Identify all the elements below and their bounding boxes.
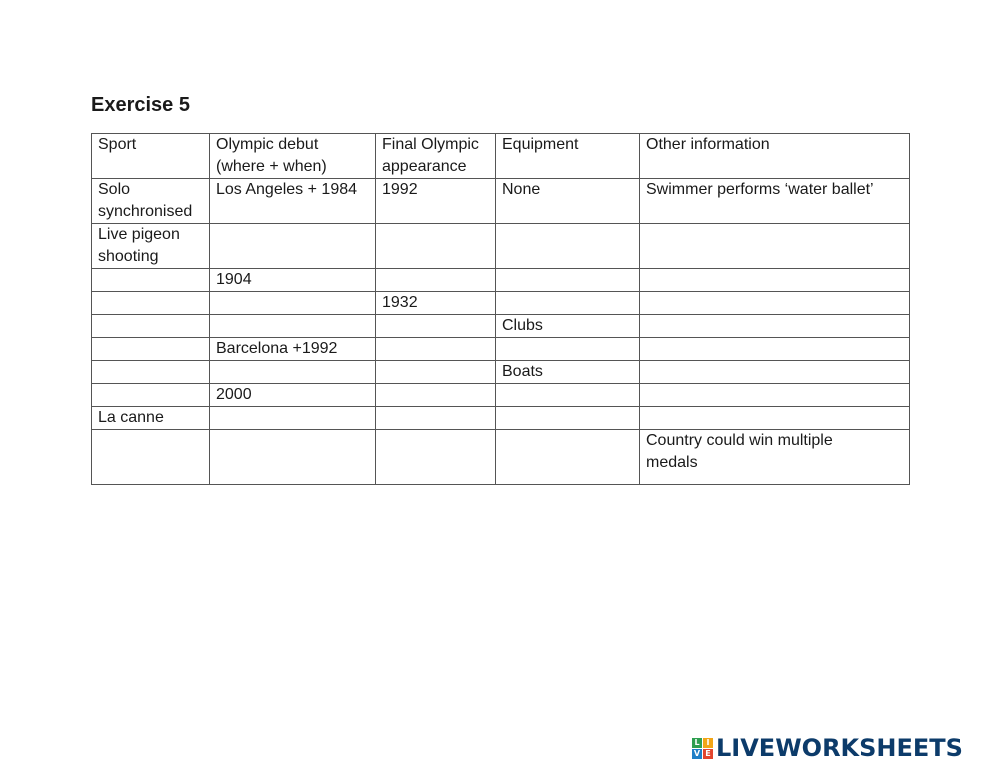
answer-cell[interactable] [640, 407, 910, 430]
table-cell: 2000 [210, 384, 376, 407]
answer-cell[interactable] [376, 338, 496, 361]
logo-text: LIVEWORKSHEETS [716, 734, 963, 762]
answer-cell[interactable] [496, 430, 640, 485]
answer-cell[interactable] [640, 338, 910, 361]
answer-cell[interactable] [92, 269, 210, 292]
logo-mark-letter: V [693, 748, 701, 758]
table-row [92, 361, 910, 384]
table-row [92, 407, 910, 430]
answer-cell[interactable] [376, 361, 496, 384]
table-header-row [92, 134, 910, 179]
answer-cell[interactable] [640, 361, 910, 384]
answer-cell[interactable] [210, 292, 376, 315]
answer-cell[interactable] [376, 224, 496, 269]
answer-cell[interactable] [496, 269, 640, 292]
answer-cell[interactable] [92, 338, 210, 361]
header-cell: Sport [92, 134, 210, 179]
table-cell: Clubs [496, 315, 640, 338]
answer-cell[interactable] [496, 384, 640, 407]
answer-cell[interactable] [640, 315, 910, 338]
answer-cell[interactable] [376, 407, 496, 430]
answer-cell[interactable] [376, 430, 496, 485]
answer-cell[interactable] [210, 361, 376, 384]
answer-cell[interactable] [376, 269, 496, 292]
answer-cell[interactable] [92, 315, 210, 338]
answer-cell[interactable] [496, 292, 640, 315]
answer-cell[interactable] [496, 338, 640, 361]
answer-cell[interactable] [92, 430, 210, 485]
answer-cell[interactable] [496, 224, 640, 269]
header-cell: Equipment [496, 134, 640, 179]
answer-cell[interactable] [92, 384, 210, 407]
answer-cell[interactable] [210, 224, 376, 269]
logo-mark-letter: I [703, 738, 713, 748]
answer-cell[interactable] [496, 407, 640, 430]
table-cell: La canne [92, 407, 210, 430]
table-cell: Swimmer performs ‘water ballet’ [640, 179, 910, 224]
table-row [92, 384, 910, 407]
table-cell: 1932 [376, 292, 496, 315]
exercise-table [91, 133, 910, 485]
answer-cell[interactable] [92, 292, 210, 315]
answer-cell[interactable] [210, 407, 376, 430]
table-cell: 1904 [210, 269, 376, 292]
header-cell: Final Olympic appearance [376, 134, 496, 179]
table-cell: 1992 [376, 179, 496, 224]
logo-mark-letter: L [692, 738, 702, 748]
answer-cell[interactable] [92, 361, 210, 384]
answer-cell[interactable] [376, 384, 496, 407]
table-cell: Boats [496, 361, 640, 384]
answer-cell[interactable] [640, 292, 910, 315]
table-cell: Barcelona +1992 [210, 338, 376, 361]
table-row [92, 338, 910, 361]
table-row [92, 292, 910, 315]
answer-cell[interactable] [376, 315, 496, 338]
table-cell: Country could win multiple medals [640, 430, 910, 485]
table-cell: Live pigeon shooting [92, 224, 210, 269]
header-cell: Olympic debut (where + when) [210, 134, 376, 179]
answer-cell[interactable] [640, 224, 910, 269]
liveworksheets-logo [692, 734, 963, 762]
header-cell: Other information [640, 134, 910, 179]
table-cell: Los Angeles + 1984 [210, 179, 376, 224]
table-row [92, 179, 910, 224]
logo-mark-icon [692, 738, 713, 759]
answer-cell[interactable] [210, 315, 376, 338]
answer-cell[interactable] [210, 430, 376, 485]
table-row [92, 430, 910, 485]
table-cell: Solo synchronised [92, 179, 210, 224]
answer-cell[interactable] [640, 384, 910, 407]
table-row [92, 269, 910, 292]
answer-cell[interactable] [640, 269, 910, 292]
logo-mark-letter: E [703, 749, 713, 759]
table-row [92, 224, 910, 269]
table-row [92, 315, 910, 338]
table-cell: None [496, 179, 640, 224]
exercise-title: Exercise 5 [91, 94, 190, 116]
